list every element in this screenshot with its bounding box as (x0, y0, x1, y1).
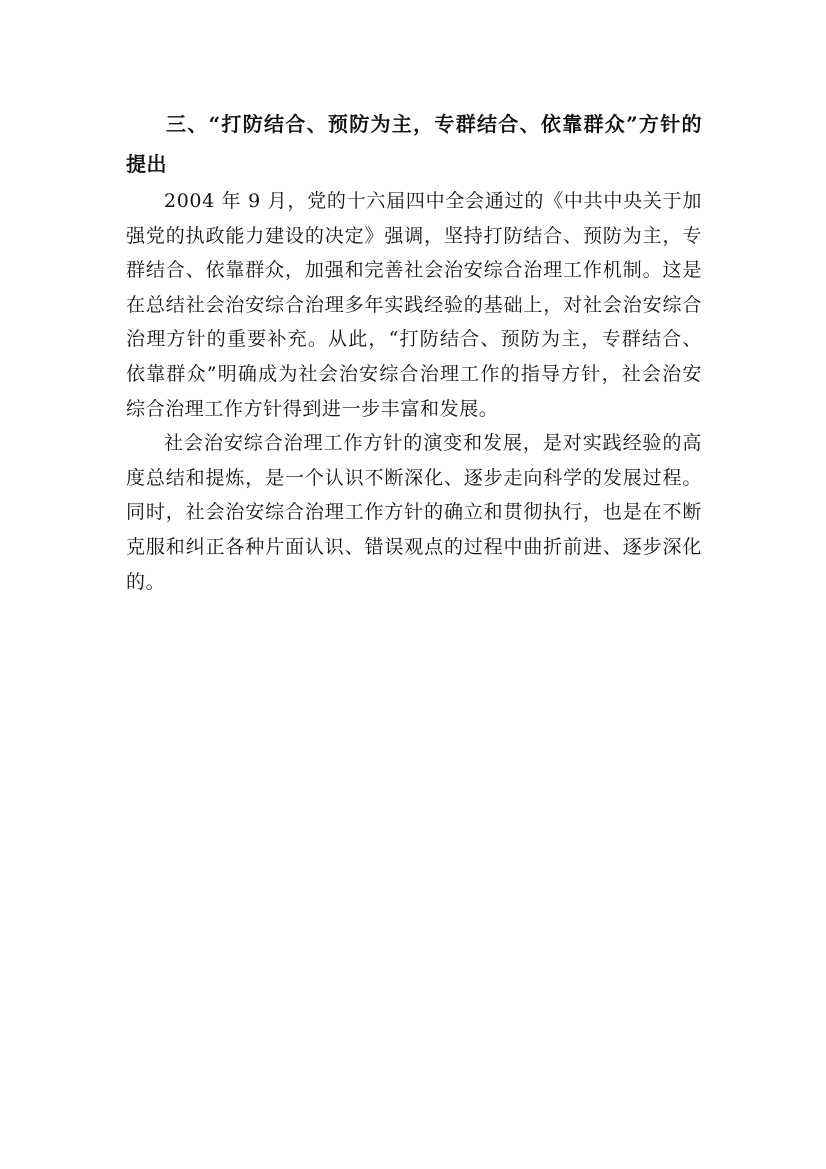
document-body (126, 104, 702, 599)
section-heading: 三、“打防结合、预防为主，专群结合、依靠群众”方针的提出 (126, 112, 702, 176)
paragraph-1: 2004 年 9 月，党的十六届四中全会通过的《中共中央关于加强党的执政能力建设的决定》强调，坚持打防结合、预防为主，专群结合、依靠群众，加强和完善社会治安综合治理工作机制。这是在总结社会治安综合治理多年实践经验的基础上，对社会治安综合治理方针的重要补充。从此，“打防结合、预防为主，专群结合、依靠群众”明确成为社会治安综合治理工作的指导方针，社会治安综合治理工作方针得到进一步丰富和发展。 (126, 190, 702, 420)
paragraph-2: 社会治安综合治理工作方针的演变和发展，是对实践经验的高度总结和提炼，是一个认识不断深化、逐步走向科学的发展过程。同时，社会治安综合治理工作方针的确立和贯彻执行，也是在不断克服和纠正各种片面认识、错误观点的过程中曲折前进、逐步深化的。 (126, 432, 702, 593)
